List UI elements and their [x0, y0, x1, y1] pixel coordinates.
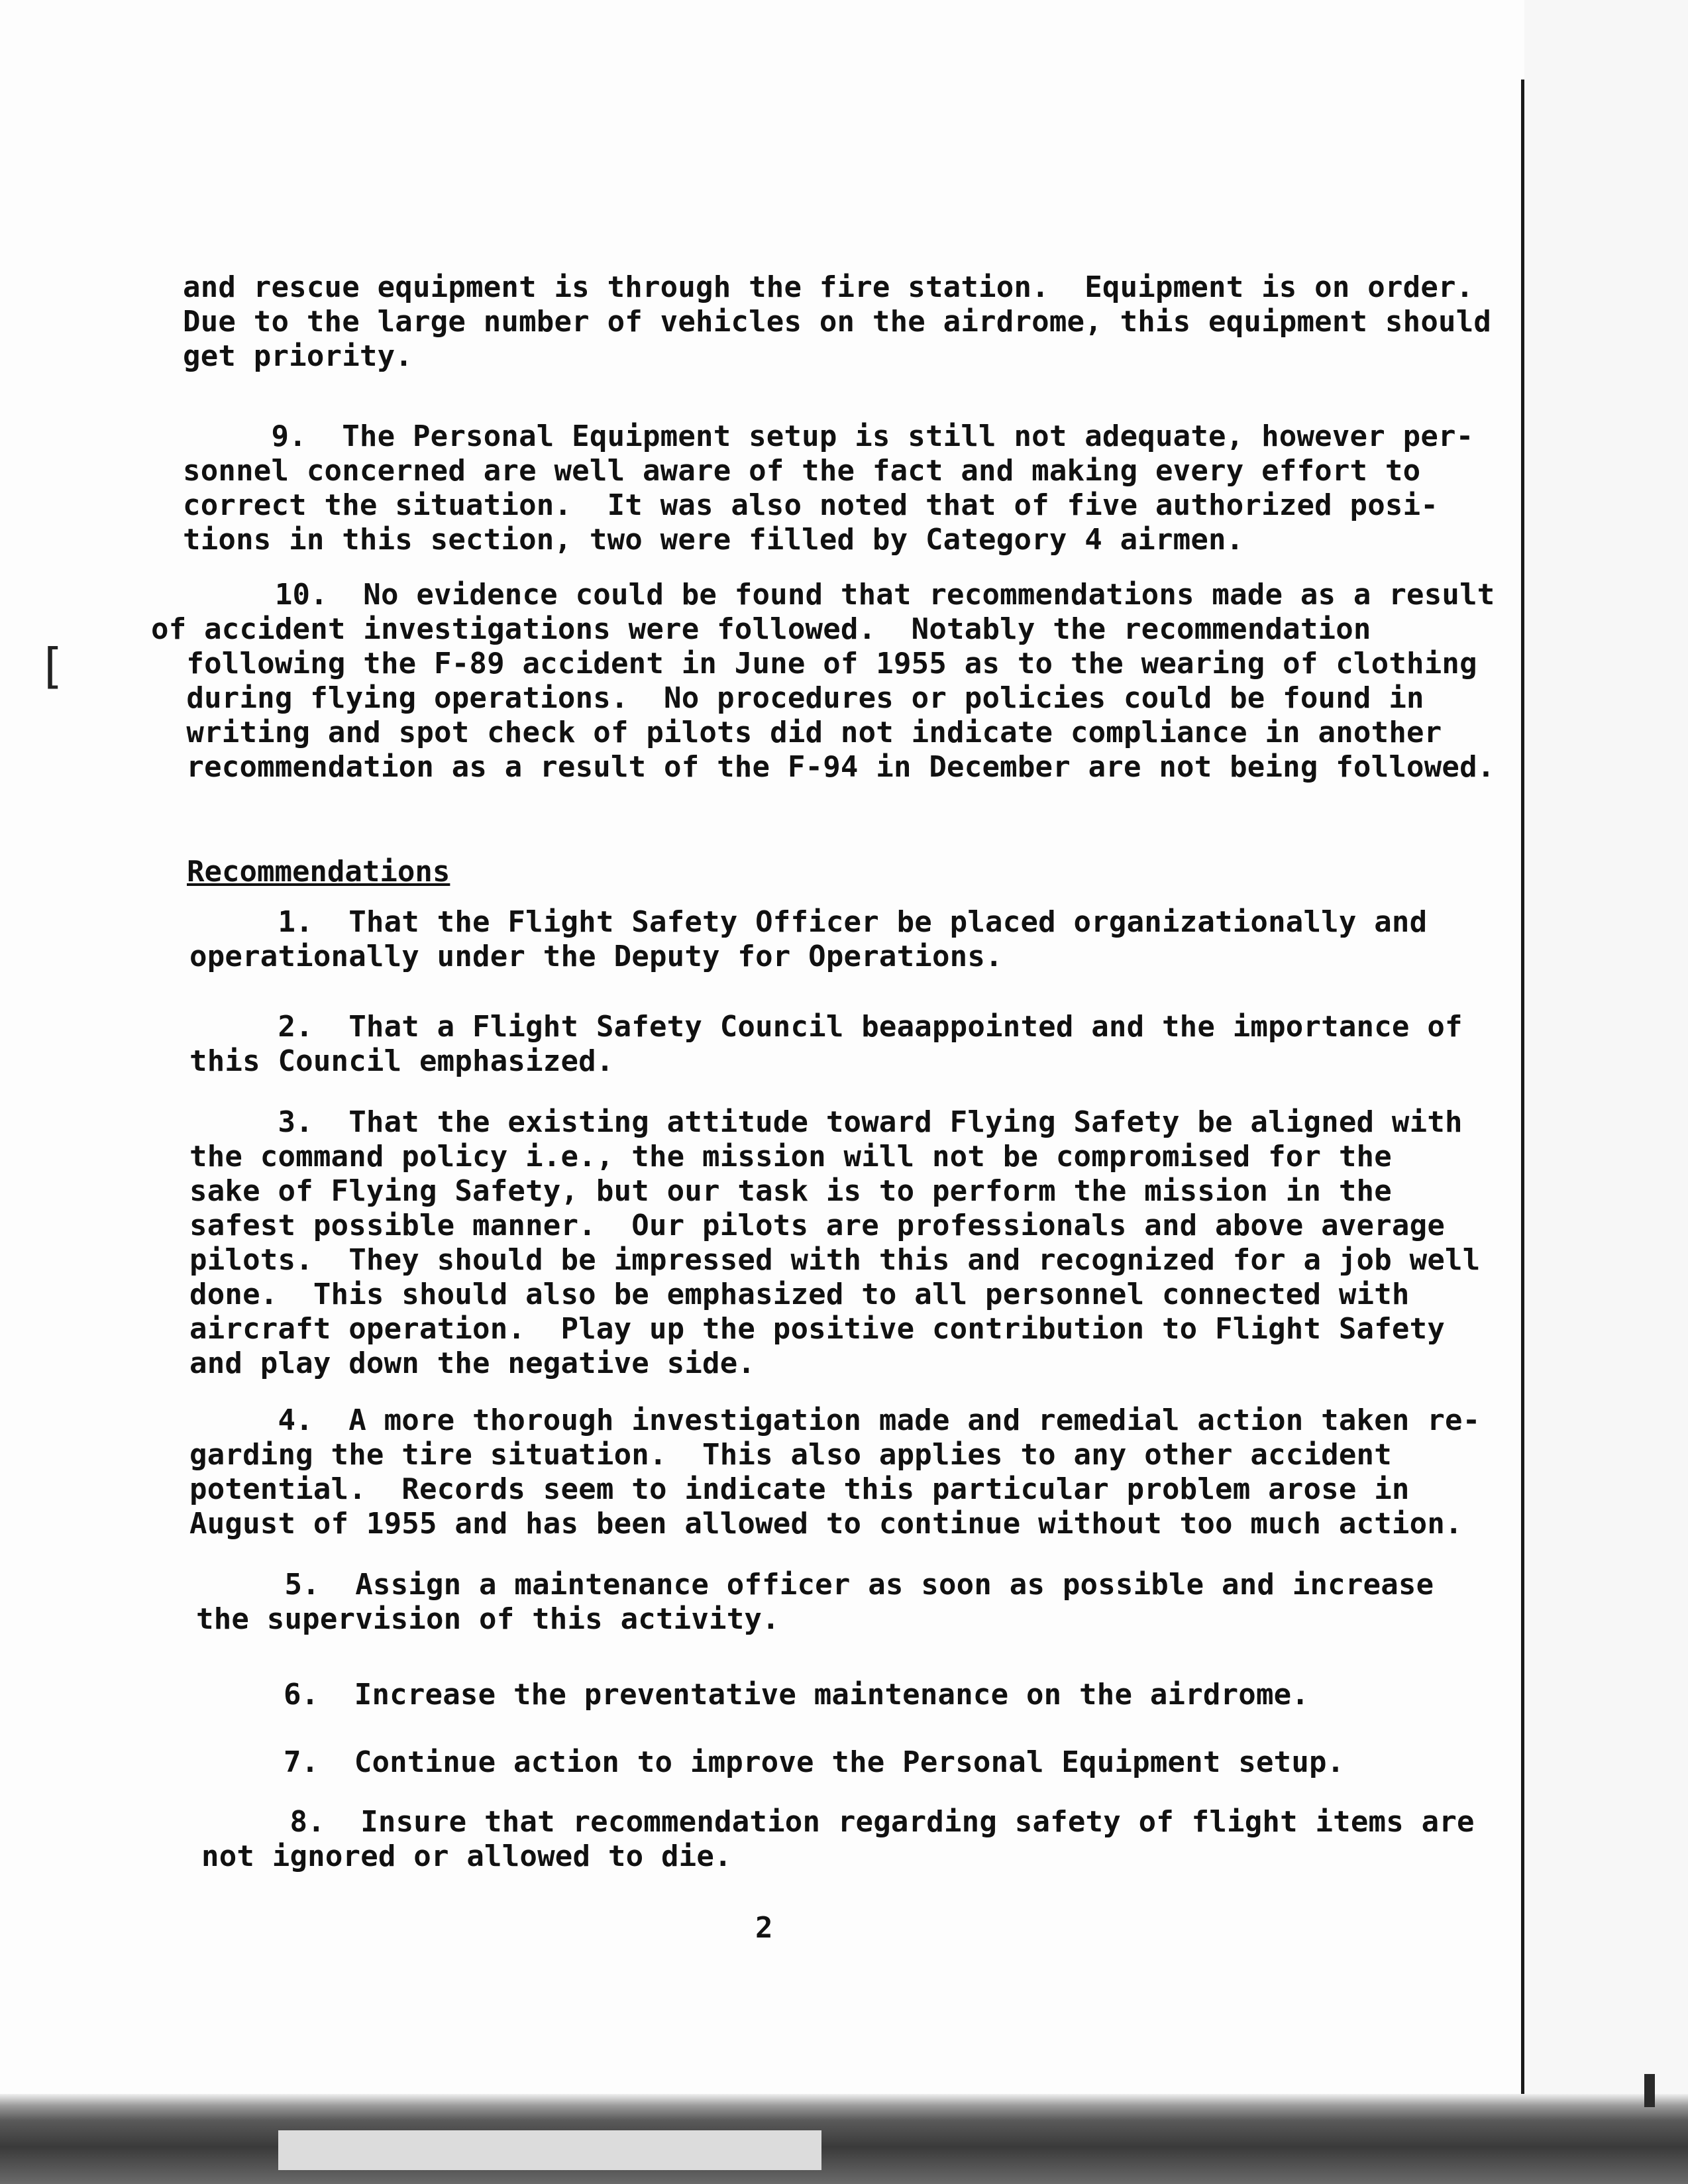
recommendation-4: 4. A more thorough investigation made and remedial action taken re- garding the tire situation. This also applies to any other accident potential. Records seem to indicate this particular problem arose in August of 1955 and has been allowed to continue without too much action. [189, 1403, 1481, 1541]
scan-bottom-highlight [278, 2130, 821, 2170]
scan-bottom-shadow [0, 2094, 1688, 2184]
recommendation-6: 6. Increase the preventative maintenance on the airdrome. [284, 1678, 1310, 1712]
scan-corner-mark [1644, 2074, 1655, 2107]
staple-mark-icon: [ [37, 638, 66, 694]
page-number: 2 [755, 1911, 773, 1945]
recommendation-8: 8. Insure that recommendation regarding safety of flight items are not ignored or allowed to die. [201, 1805, 1475, 1873]
recommendation-5: 5. Assign a maintenance officer as soon as possible and increase the supervision of this activity. [196, 1568, 1434, 1636]
recommendation-7: 7. Continue action to improve the Personal Equipment setup. [284, 1745, 1345, 1779]
scan-right-margin [1524, 0, 1688, 2184]
recommendation-2: 2. That a Flight Safety Council beaappointed and the importance of this Council emphasized. [189, 1010, 1463, 1078]
recommendation-1: 1. That the Flight Safety Officer be placed organizationally and operationally under the Deputy for Operations. [189, 905, 1428, 973]
paragraph-10-accident-investigations: 10. No evidence could be found that recommendations made as a result of accident investigations were followed. Notably the recommendation following the F-89 accident in June of 1955 as to the wearing of clothing during flying operations. No procedures or policies could be found in writing and spot check of pilots did not indicate compliance in another recommendation as a result of the F-94 in December are not being followed. [151, 578, 1495, 784]
page-edge-line [1521, 80, 1524, 2094]
recommendations-heading: Recommendations [187, 855, 450, 889]
recommendation-3: 3. That the existing attitude toward Flying Safety be aligned with the command policy i.e., the mission will not be compromised for the sake of Flying Safety, but our task is to perform the mission in the safest possible manner. Our pilots are professionals and above average pilots. They should be impressed with this and recognized for a job well done. This should also be emphasized to all personnel connected with aircraft operation. Play up the positive contribution to Flight Safety and play down the negative side. [189, 1105, 1481, 1380]
paragraph-fire-station: and rescue equipment is through the fire station. Equipment is on order. Due to the large number of vehicles on the airdrome, this equipment should get priority. [183, 270, 1492, 373]
paragraph-9-personal-equipment: 9. The Personal Equipment setup is still not adequate, however per- sonnel concerned are well aware of the fact and making every effort to correct the situation. It was also noted that of five authorized posi- tions in this section, two were filled by Category 4 airmen. [183, 419, 1474, 557]
